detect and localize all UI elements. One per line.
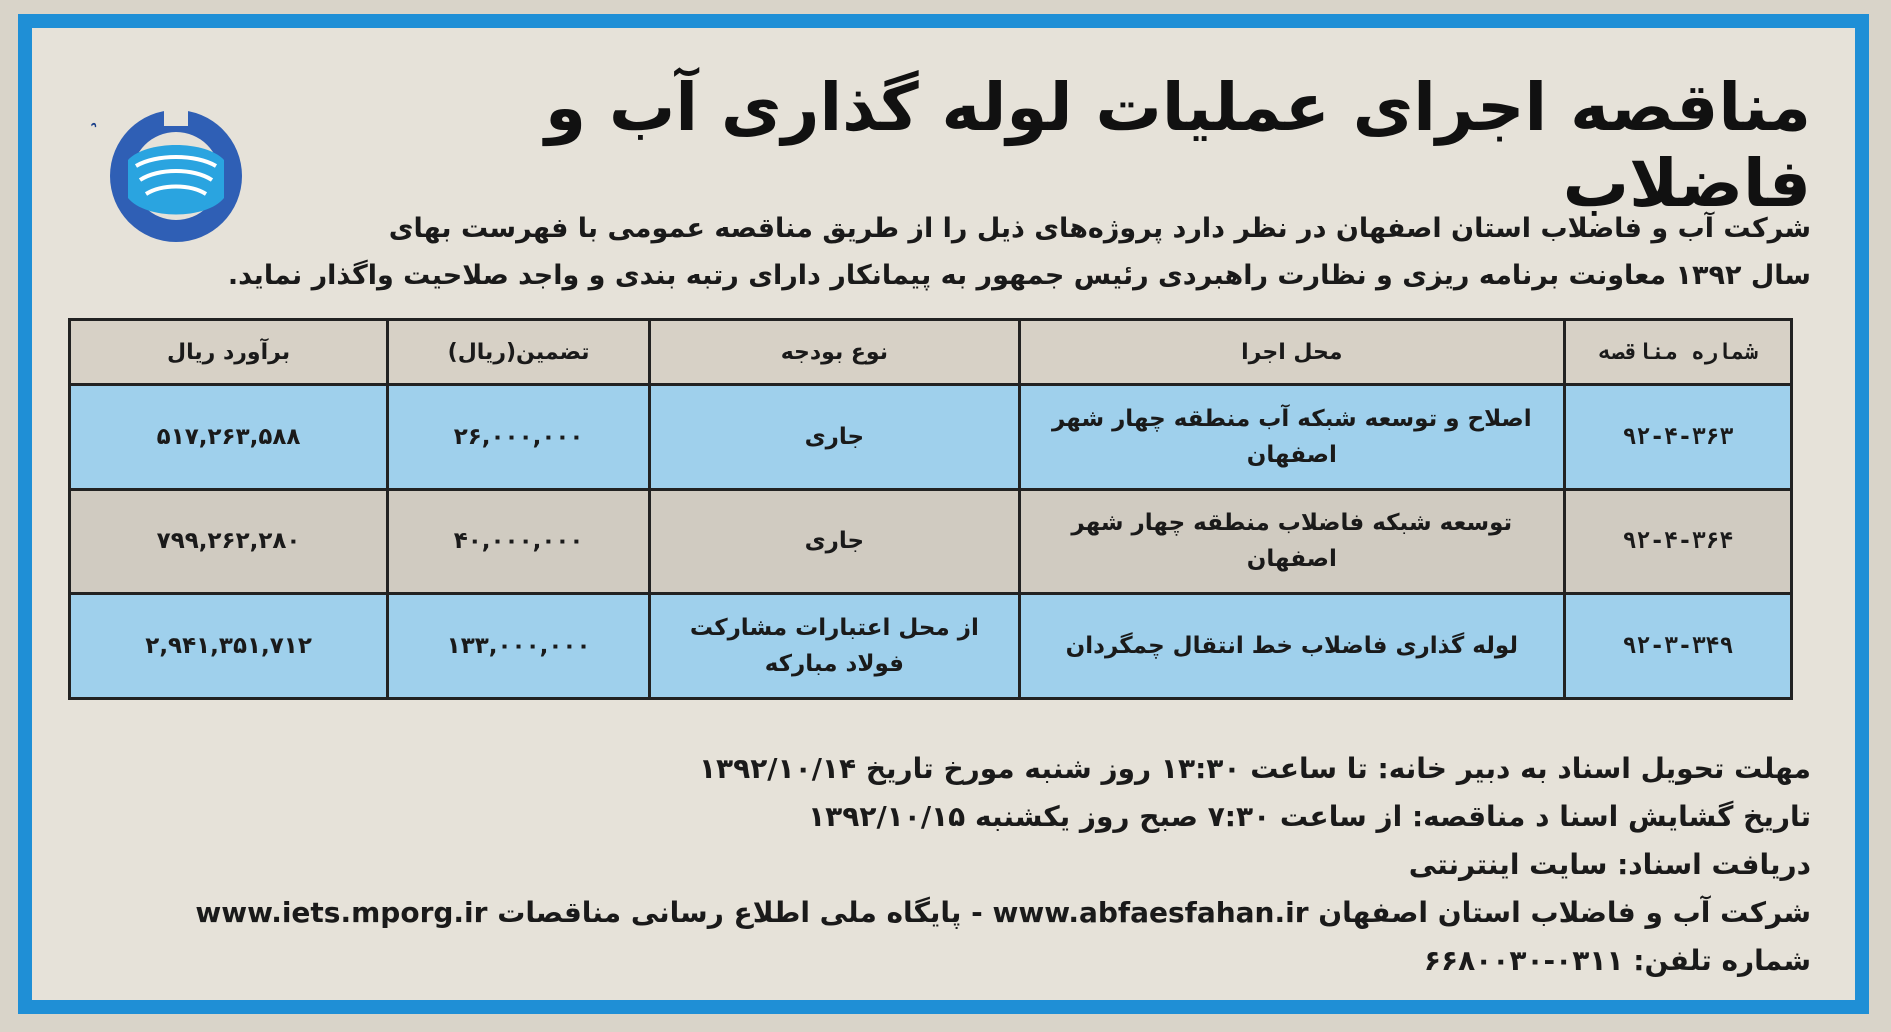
- tender-guarantee: [388, 489, 650, 594]
- intro-paragraph: [227, 205, 1811, 299]
- table-row: [70, 594, 1792, 699]
- deadline-line: مهلت تحویل اسناد به دبیر خانه: تا ساعت ۱۳:۳۰ روز شنبه مورخ تاریخ ۱۳۹۲/۱۰/۱۴: [698, 752, 1811, 785]
- tender-location: لوله گذاری فاضلاب خط انتقال چمگردان: [1019, 594, 1564, 699]
- estimate-value: ۲,۹۴۱,۳۵۱,۷۱۲: [145, 633, 312, 660]
- tenders-table: [68, 318, 1793, 700]
- tender-number: [1564, 385, 1791, 490]
- tender-location: توسعه شبکه فاضلاب منطقه چهار شهر اصفهان: [1019, 489, 1564, 594]
- tender-details: [111, 745, 1811, 985]
- tender-estimate: [70, 489, 388, 594]
- table-row: [70, 385, 1792, 490]
- intro-line-1: شرکت آب و فاضلاب استان اصفهان در نظر دارد پروژه‌های ذیل را از طریق مناقصه عمومی با فهرست بهای: [388, 213, 1811, 244]
- tender-estimate: [70, 594, 388, 699]
- opening-line: تاریخ گشایش اسنا د مناقصه: از ساعت ۷:۳۰ صبح روز یکشنبه ۱۳۹۲/۱۰/۱۵: [808, 800, 1811, 833]
- logo-caption: د: [85, 121, 100, 129]
- guarantee-value: ۲۶,۰۰۰,۰۰۰: [453, 423, 584, 450]
- tender-guarantee: [388, 385, 650, 490]
- tender-number-value: ۹۲-۳-۳۴۹: [1622, 633, 1734, 660]
- tender-budget-type: از محل اعتبارات مشارکت فولاد مبارکه: [650, 594, 1020, 699]
- tender-budget-type: جاری: [650, 385, 1020, 490]
- estimate-value: ۷۹۹,۲۶۲,۲۸۰: [156, 528, 301, 555]
- websites-line: شرکت آب و فاضلاب استان اصفهان www.abfaesfahan.ir - پایگاه ملی اطلاع رسانی مناقصات www.iets.mporg.ir: [195, 896, 1811, 929]
- header-budget-type: نوع بودجه: [650, 320, 1020, 385]
- header-tender-number: شماره مناقصه: [1564, 320, 1791, 385]
- tender-number-value: ۹۲-۴-۳۶۴: [1622, 528, 1734, 555]
- tender-location: اصلاح و توسعه شبکه آب منطقه چهار شهر اصفهان: [1019, 385, 1564, 490]
- receive-line: دریافت اسناد: سایت اینترنتی: [1408, 848, 1811, 881]
- intro-line-2: سال ۱۳۹۲ معاونت برنامه ریزی و نظارت راهبردی رئیس جمهور به پیمانکار دارای رتبه بندی و واجد صلاحیت واگذار نماید.: [227, 260, 1811, 291]
- table-row: [70, 489, 1792, 594]
- svg-text:در هر چه زنده است از آب قرار د: [56, 48, 99, 128]
- tender-budget-type: جاری: [650, 489, 1020, 594]
- tender-number: [1564, 594, 1791, 699]
- estimate-value: ۵۱۷,۲۶۳,۵۸۸: [156, 423, 301, 450]
- header-estimate: برآورد ریال: [70, 320, 388, 385]
- tender-number-value: ۹۲-۴-۳۶۳: [1622, 423, 1734, 450]
- tender-estimate: [70, 385, 388, 490]
- phone-line: شماره تلفن: ۰۳۱۱-۶۶۸۰۰۳۰: [1423, 944, 1811, 977]
- table-header-row: [70, 320, 1792, 385]
- page-title: مناقصه اجرای عملیات لوله گذاری آب و فاضلاب: [545, 69, 1811, 222]
- header-location: محل اجرا: [1019, 320, 1564, 385]
- guarantee-value: ۴۰,۰۰۰,۰۰۰: [453, 528, 584, 555]
- tender-number: [1564, 489, 1791, 594]
- guarantee-value: ۱۳۳,۰۰۰,۰۰۰: [446, 633, 591, 660]
- tender-guarantee: [388, 594, 650, 699]
- header-guarantee: تضمین(ریال): [388, 320, 650, 385]
